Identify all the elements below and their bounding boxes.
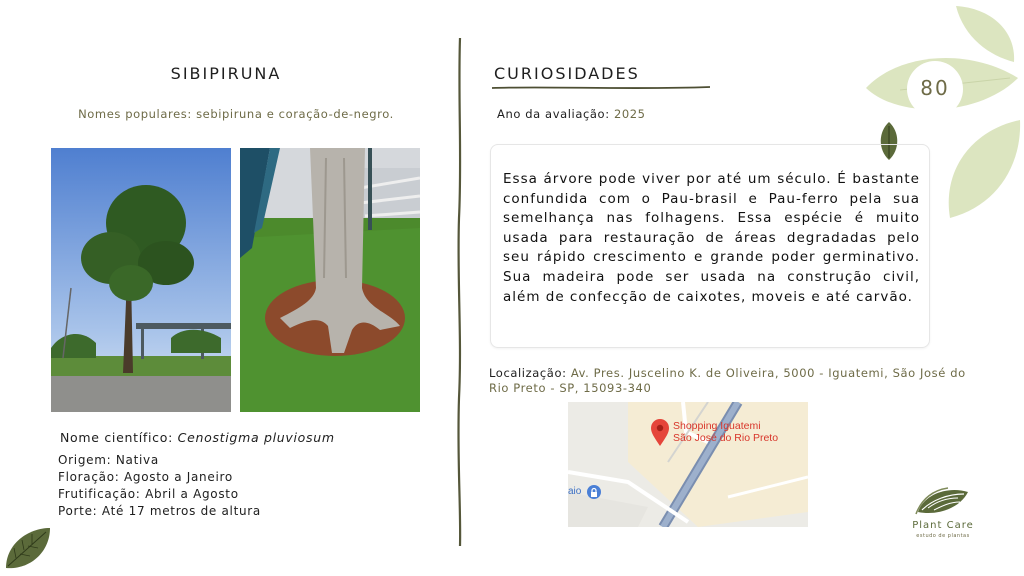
map-place-line1: Shopping Iguatemi — [673, 420, 761, 432]
fact-fruiting: Frutificação: Abril a Agosto — [58, 487, 239, 501]
fact-size: Porte: Até 17 metros de altura — [58, 504, 261, 518]
scientific-name-label: Nome científico: — [60, 430, 178, 445]
page-number-badge — [907, 61, 963, 117]
plant-care-logo — [898, 486, 988, 542]
map-pin-icon — [650, 419, 670, 447]
curiosities-text: Essa árvore pode viver por até um século. É bastante confundida com o Pau-brasil e Pau-ferro pela sua semelhança nas folhagens. Essa espécie é muito usada para restauração de áreas degradadas pelo seu rápido crescimento e grande poder germinativo. Sua madeira pode ser usada na construção civil, além de confecção de caixotes, moveis e até carvão. — [503, 171, 920, 305]
logo-name: Plant Care — [912, 520, 974, 531]
fact-flowering: Floração: Agosto a Janeiro — [58, 470, 233, 484]
fact-origin: Origem: Nativa — [58, 453, 159, 467]
location-label: Localização: — [489, 366, 571, 380]
map-partial-label: aio — [568, 486, 582, 497]
location-address: Av. Pres. Juscelino K. de Oliveira, 5000 - Iguatemi, São José do Rio Preto - SP, 15093-340 — [489, 366, 966, 395]
lock-icon — [587, 485, 601, 499]
trunk-photo — [240, 148, 420, 412]
assessment-year-value: 2025 — [613, 107, 646, 121]
location — [489, 366, 979, 396]
facts-list — [58, 452, 261, 520]
species-title: SIBIPIRUNA — [170, 64, 282, 83]
plant-care-logo-icon — [914, 486, 970, 516]
popular-names: Nomes populares: sebipiruna e coração-de-negro. — [78, 107, 394, 121]
page-number: 80 — [920, 76, 950, 100]
logo-tagline: estudo de plantas — [916, 533, 970, 539]
location-map[interactable] — [568, 402, 808, 527]
scientific-name: Cenostigma pluviosum — [177, 430, 335, 445]
leaf-icon — [2, 526, 52, 572]
curiosities-title: CURIOSIDADES — [494, 64, 640, 83]
map-place-name — [673, 420, 778, 444]
tree-photo — [51, 148, 231, 412]
assessment-year-label: Ano da avaliação: — [497, 107, 614, 121]
assessment-year — [497, 107, 646, 121]
scientific-name-line — [60, 429, 335, 446]
title-underline — [490, 84, 712, 92]
map-place-line2: São José do Rio Preto — [673, 432, 779, 444]
curiosities-card — [490, 144, 930, 348]
